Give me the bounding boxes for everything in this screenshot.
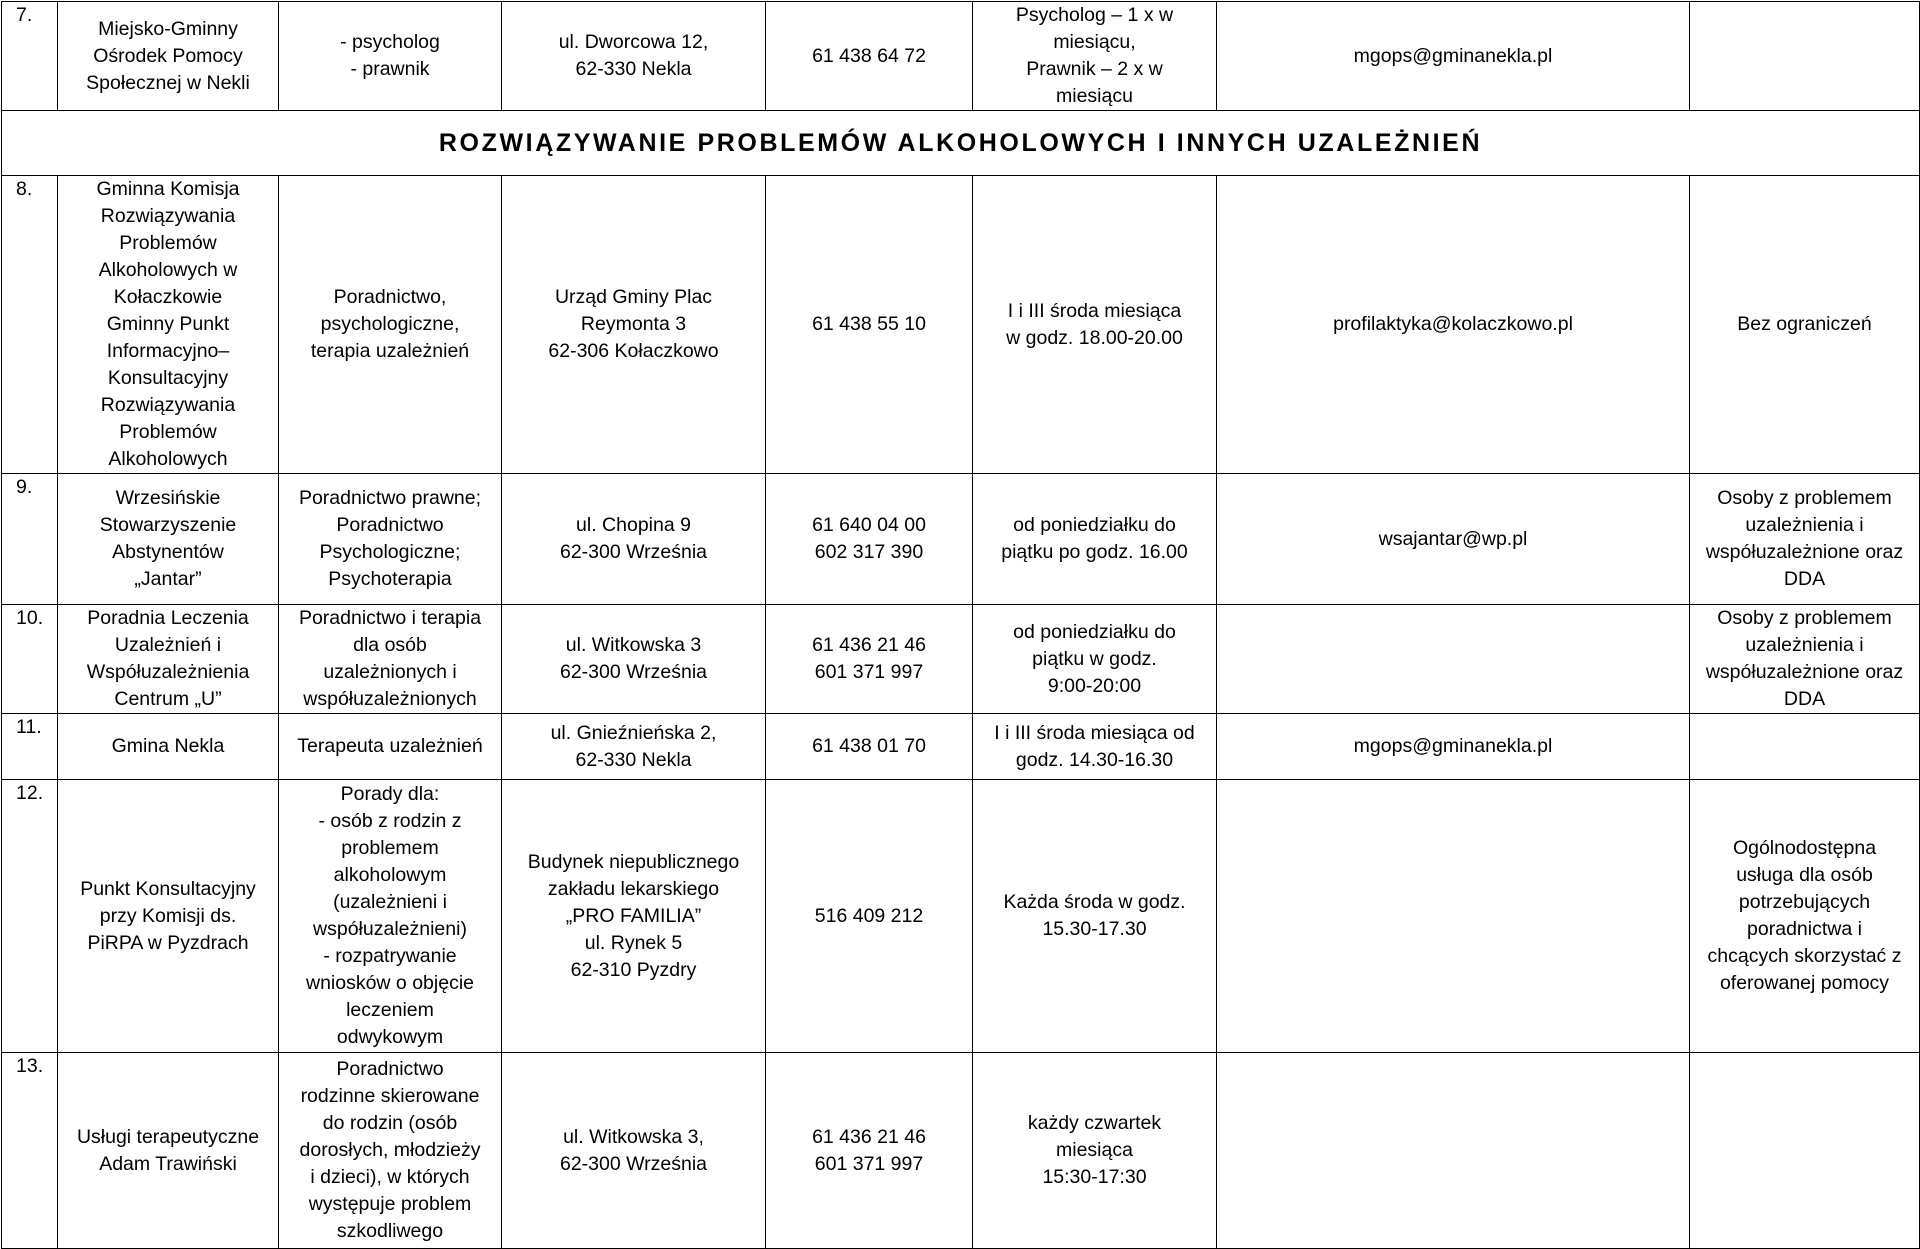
- row-number: 13.: [2, 1053, 58, 1249]
- institution-name: Gminna Komisja Rozwiązywania Problemów Alkoholowych w Kołaczkowie Gminny Punkt Informacyjno– Konsultacyjny Rozwiązywania Problemów Alkoholowych: [58, 176, 279, 474]
- phone: 516 409 212: [766, 780, 973, 1053]
- table-row: [2, 1053, 1920, 1249]
- notes: Bez ograniczeń: [1690, 176, 1920, 474]
- notes: [1690, 2, 1920, 111]
- notes: Ogólnodostępna usługa dla osób potrzebujących poradnictwa i chcących skorzystać z oferowanej pomocy: [1690, 780, 1920, 1053]
- row-number: 8.: [2, 176, 58, 474]
- row-number: 10.: [2, 605, 58, 714]
- email: [1217, 780, 1690, 1053]
- row-number: 9.: [2, 474, 58, 605]
- institution-name: Gmina Nekla: [58, 714, 279, 780]
- notes: [1690, 1053, 1920, 1249]
- service-type: Poradnictwo prawne; Poradnictwo Psychologiczne; Psychoterapia: [279, 474, 502, 605]
- address: ul. Chopina 9 62-300 Września: [502, 474, 766, 605]
- row-number: 12.: [2, 780, 58, 1053]
- email: profilaktyka@kolaczkowo.pl: [1217, 176, 1690, 474]
- table-row: [2, 714, 1920, 780]
- institution-name: Poradnia Leczenia Uzależnień i Współuzależnienia Centrum „U”: [58, 605, 279, 714]
- service-type: Terapeuta uzależnień: [279, 714, 502, 780]
- phone: 61 438 64 72: [766, 2, 973, 111]
- table-row: [2, 474, 1920, 605]
- email: [1217, 1053, 1690, 1249]
- table-row: [2, 2, 1920, 111]
- notes: Osoby z problemem uzależnienia i współuzależnione oraz DDA: [1690, 474, 1920, 605]
- address: ul. Dworcowa 12, 62-330 Nekla: [502, 2, 766, 111]
- row-number: 7.: [2, 2, 58, 111]
- service-type: - psycholog - prawnik: [279, 2, 502, 111]
- address: ul. Witkowska 3, 62-300 Września: [502, 1053, 766, 1249]
- opening-hours: I i III środa miesiąca od godz. 14.30-16.30: [973, 714, 1217, 780]
- service-type: Poradnictwo i terapia dla osób uzależnionych i współuzależnionych: [279, 605, 502, 714]
- phone: 61 436 21 46 601 371 997: [766, 1053, 973, 1249]
- opening-hours: każdy czwartek miesiąca 15:30-17:30: [973, 1053, 1217, 1249]
- section-title: ROZWIĄZYWANIE PROBLEMÓW ALKOHOLOWYCH I INNYCH UZALEŻNIEŃ: [2, 111, 1920, 176]
- notes: Osoby z problemem uzależnienia i współuzależnione oraz DDA: [1690, 605, 1920, 714]
- table-row: [2, 605, 1920, 714]
- institution-name: Miejsko-Gminny Ośrodek Pomocy Społecznej w Nekli: [58, 2, 279, 111]
- institution-name: Usługi terapeutyczne Adam Trawiński: [58, 1053, 279, 1249]
- phone: 61 640 04 00 602 317 390: [766, 474, 973, 605]
- phone: 61 438 55 10: [766, 176, 973, 474]
- services-table: [1, 1, 1920, 1249]
- opening-hours: od poniedziałku do piątku po godz. 16.00: [973, 474, 1217, 605]
- service-type: Poradnictwo, psychologiczne, terapia uzależnień: [279, 176, 502, 474]
- table-row: [2, 780, 1920, 1053]
- opening-hours: Każda środa w godz. 15.30-17.30: [973, 780, 1217, 1053]
- opening-hours: Psycholog – 1 x w miesiącu, Prawnik – 2 x w miesiącu: [973, 2, 1217, 111]
- institution-name: Punkt Konsultacyjny przy Komisji ds. PiRPA w Pyzdrach: [58, 780, 279, 1053]
- institution-name: Wrzesińskie Stowarzyszenie Abstynentów „Jantar”: [58, 474, 279, 605]
- section-header-row: [2, 111, 1920, 176]
- service-type: Poradnictwo rodzinne skierowane do rodzin (osób dorosłych, młodzieży i dzieci), w których występuje problem szkodliwego: [279, 1053, 502, 1249]
- address: Budynek niepublicznego zakładu lekarskiego „PRO FAMILIA” ul. Rynek 5 62-310 Pyzdry: [502, 780, 766, 1053]
- address: ul. Witkowska 3 62-300 Września: [502, 605, 766, 714]
- service-type: Porady dla: - osób z rodzin z problemem alkoholowym (uzależnieni i współuzależnieni) - rozpatrywanie wniosków o objęcie leczeniem odwykowym: [279, 780, 502, 1053]
- opening-hours: od poniedziałku do piątku w godz. 9:00-20:00: [973, 605, 1217, 714]
- email: mgops@gminanekla.pl: [1217, 2, 1690, 111]
- email: mgops@gminanekla.pl: [1217, 714, 1690, 780]
- phone: 61 436 21 46 601 371 997: [766, 605, 973, 714]
- notes: [1690, 714, 1920, 780]
- email: wsajantar@wp.pl: [1217, 474, 1690, 605]
- phone: 61 438 01 70: [766, 714, 973, 780]
- address: ul. Gnieźnieńska 2, 62-330 Nekla: [502, 714, 766, 780]
- row-number: 11.: [2, 714, 58, 780]
- opening-hours: I i III środa miesiąca w godz. 18.00-20.00: [973, 176, 1217, 474]
- email: [1217, 605, 1690, 714]
- address: Urząd Gminy Plac Reymonta 3 62-306 Kołaczkowo: [502, 176, 766, 474]
- table-row: [2, 176, 1920, 474]
